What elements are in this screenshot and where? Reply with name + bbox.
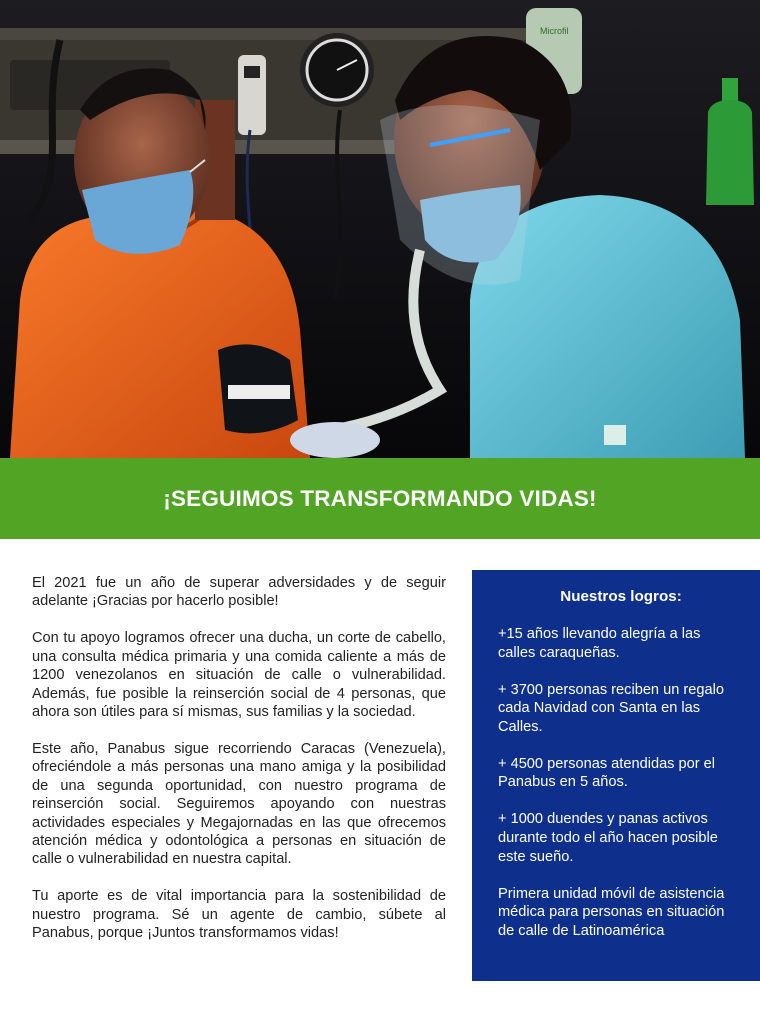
paragraph-intro: El 2021 fue un año de superar adversidades y de seguir adelante ¡Gracias por hacerlo posible! [32,575,446,610]
bottle-label: Microfil [540,26,569,36]
headline-title: ¡SEGUIMOS TRANSFORMANDO VIDAS! [163,485,597,511]
achievements-list [498,625,738,940]
hero-illustration [0,0,760,458]
paragraph-this-year: Este año, Panabus sigue recorriendo Caracas (Venezuela), ofreciéndole a más personas una mano amiga y la posibilidad de una segunda oportunidad, con nuestro programa de reinserción social. Seguiremos apoyando con nuestras actividades especiales y Megajornadas en las que ofrecemos atención médica y odontológica a personas en situación de calle o vulnerabilidad en nuestra capital. [32,741,446,868]
achievement-item: + 3700 personas reciben un regalo cada Navidad con Santa en las Calles. [498,681,724,735]
achievement-item: +15 años llevando alegría a las calles caraqueñas. [498,626,701,661]
paragraph-call-to-action: Tu aporte es de vital importancia para la sostenibilidad de nuestro programa. Sé un agente de cambio, súbete al Panabus, porque ¡Juntos transformamos vidas! [32,888,446,942]
achievement-item: + 4500 personas atendidas por el Panabus en 5 años. [498,755,716,791]
achievement-item: + 1000 duendes y panas activos durante todo el año hacen posible este sueño. [498,811,718,865]
headline-banner [0,458,760,539]
achievements-title: Nuestros logros: [560,588,682,605]
achievement-item: Primera unidad móvil de asistencia médica para personas en situación de calle de Latinoamérica [498,885,725,939]
body-text [32,574,446,961]
achievements-box [472,570,760,981]
paragraph-support: Con tu apoyo logramos ofrecer una ducha, un corte de cabello, una consulta médica primaria y una comida caliente a más de 1200 venezolanos en situación de calle o vulnerabilidad. Además, fue posible la reinserción social de 4 personas, que ahora son útiles para sí mismas, sus familias y la sociedad. [32,630,446,721]
hero-photo [0,0,760,458]
